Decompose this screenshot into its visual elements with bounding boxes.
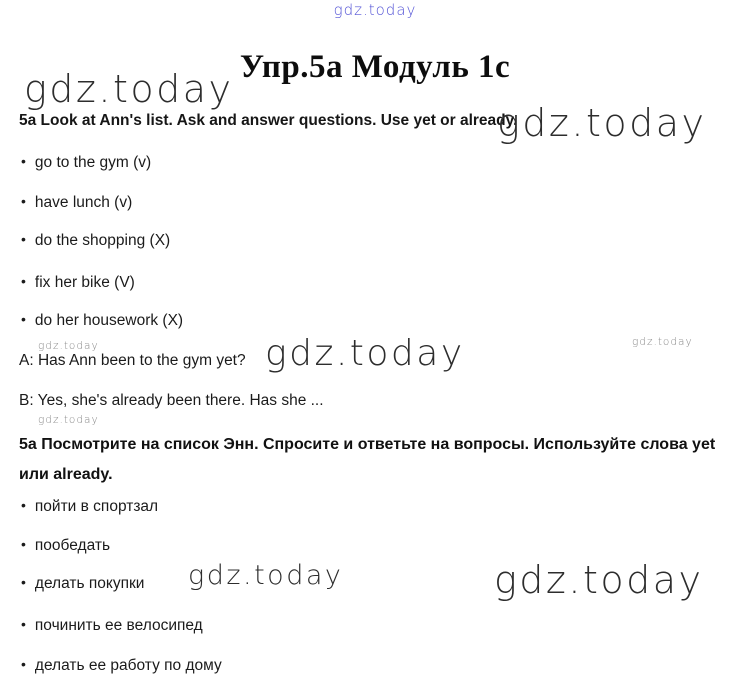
watermark-small-above-dialogue: gdz.today bbox=[38, 340, 99, 352]
bullet-icon: • bbox=[21, 231, 26, 247]
list-item-text: do her housework (X) bbox=[34, 312, 184, 329]
list-item bbox=[21, 193, 132, 212]
dialogue-line-b: B: Yes, she's already been there. Has she ... bbox=[19, 392, 324, 409]
list-item bbox=[21, 273, 135, 292]
bullet-icon: • bbox=[21, 193, 26, 209]
list-item bbox=[21, 153, 151, 172]
list-item-text: go to the gym (v) bbox=[34, 154, 152, 171]
bullet-icon: • bbox=[21, 153, 26, 169]
watermark-middle: gdz.today bbox=[265, 333, 465, 374]
bullet-icon: • bbox=[21, 273, 26, 289]
list-item-text: делать ее работу по дому bbox=[34, 657, 222, 674]
list-item-text: пообедать bbox=[34, 537, 111, 554]
watermark-small-above-russian: gdz.today bbox=[38, 414, 99, 426]
list-item-text: have lunch (v) bbox=[34, 194, 133, 211]
watermark-left: gdz.today bbox=[24, 67, 234, 111]
list-item bbox=[21, 497, 158, 516]
bullet-icon: • bbox=[21, 656, 26, 672]
bullet-icon: • bbox=[21, 311, 26, 327]
bullet-icon: • bbox=[21, 497, 26, 513]
instruction-russian: 5а Посмотрите на список Энн. Спросите и ответьте на вопросы. Используйте слова yet или already. bbox=[19, 436, 716, 483]
watermark-top: gdz.today bbox=[333, 1, 417, 19]
page-title: Упр.5а Модуль 1с bbox=[239, 49, 511, 85]
list-item bbox=[21, 231, 170, 250]
list-item bbox=[21, 311, 183, 330]
instruction-english: 5a Look at Ann's list. Ask and answer questions. Use yet or already. bbox=[19, 112, 518, 129]
bullet-icon: • bbox=[21, 574, 26, 590]
bullet-icon: • bbox=[21, 616, 26, 632]
list-item bbox=[21, 574, 144, 593]
list-item bbox=[21, 656, 222, 675]
list-item-text: починить ее велосипед bbox=[34, 617, 203, 634]
list-item-text: пойти в спортзал bbox=[34, 498, 159, 515]
list-item-text: do the shopping (X) bbox=[34, 232, 171, 249]
list-item bbox=[21, 616, 203, 635]
watermark-bottom-right: gdz.today bbox=[494, 558, 704, 602]
list-item-text: fix her bike (V) bbox=[34, 274, 135, 291]
watermark-mid-left: gdz.today bbox=[188, 560, 344, 591]
watermark-right: gdz.today bbox=[497, 101, 707, 145]
list-item bbox=[21, 536, 110, 555]
watermark-small-right: gdz.today bbox=[632, 336, 693, 348]
bullet-icon: • bbox=[21, 536, 26, 552]
list-item-text: делать покупки bbox=[34, 575, 145, 592]
dialogue-line-a: A: Has Ann been to the gym yet? bbox=[19, 352, 246, 369]
